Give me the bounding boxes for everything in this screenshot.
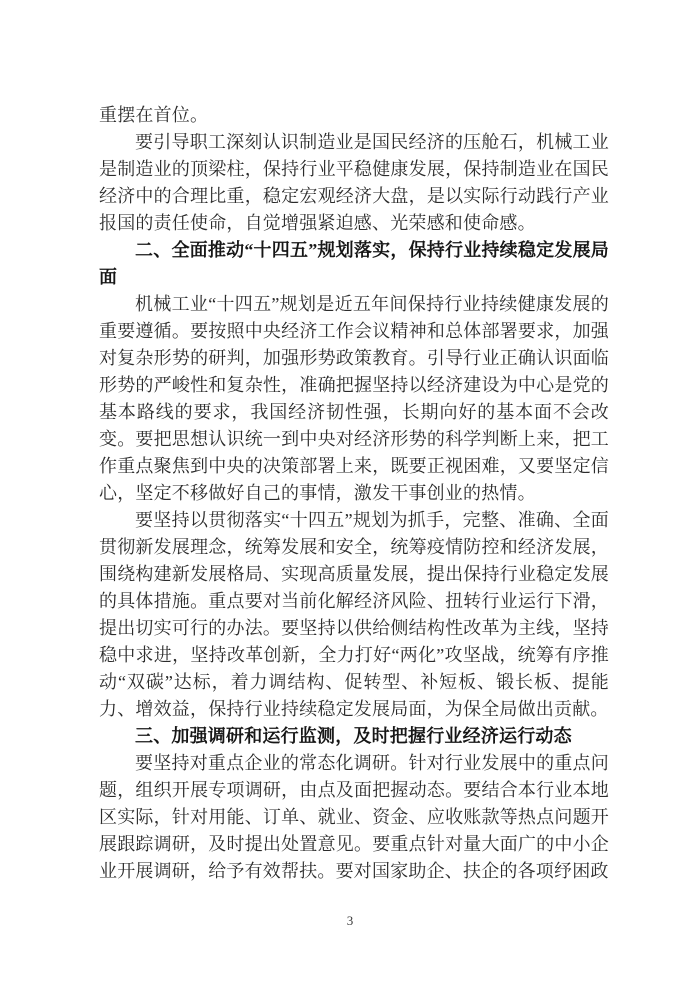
body-paragraph: 机械工业“十四五”规划是近五年间保持行业持续健康发展的重要遵循。要按照中央经济工作会议精神和总体部署要求，加强对复杂形势的研判，加强形势政策教育。引导行业正确认识面临形势的严峻性和复杂性，准确把握坚持以经济建设为中心是党的基本路线的要求，我国经济韧性强，长期向好的基本面不会改变。要把思想认识统一到中央对经济形势的科学判断上来，把工作重点聚焦到中央的决策部署上来，既要正视困难，又要坚定信心，坚定不移做好自己的事情，激发干事创业的热情。 bbox=[99, 294, 609, 503]
page-number: 3 bbox=[346, 913, 354, 928]
body-paragraph: 要坚持以贯彻落实“十四五”规划为抓手，完整、准确、全面贯彻新发展理念，统筹发展和安全，统筹疫情防控和经济发展，围绕构建新发展格局、实现高质量发展，提出保持行业稳定发展的具体措施。重点要对当前化解经济风险、扭转行业运行下滑，提出切实可行的办法。要坚持以供给侧结构性改革为主线，坚持稳中求进，坚持改革创新，全力打好“两化”攻坚战，统筹有序推动“双碳”达标，着力调结构、促转型、补短板、锻长板、提能力、增效益，保持行业持续稳定发展局面，为保全局做出贡献。 bbox=[99, 510, 609, 719]
document-body bbox=[99, 102, 609, 885]
body-paragraph: 要引导职工深刻认识制造业是国民经济的压舱石，机械工业是制造业的顶梁柱，保持行业平稳健康发展，保持制造业在国民经济中的合理比重，稳定宏观经济大盘，是以实际行动践行产业报国的责任使命，自觉增强紧迫感、光荣感和使命感。 bbox=[99, 132, 609, 233]
body-paragraph: 要坚持对重点企业的常态化调研。针对行业发展中的重点问题，组织开展专项调研，由点及面把握动态。要结合本行业本地区实际，针对用能、订单、就业、资金、应收账款等热点问题开展跟踪调研，及时提出处置意见。要重点针对量大面广的中小企业开展调研，给予有效帮扶。要对国家助企、扶企的各项纾困政 bbox=[99, 753, 609, 881]
section-heading: 三、加强调研和运行监测，及时把握行业经济运行动态 bbox=[135, 726, 572, 746]
body-paragraph: 重摆在首位。 bbox=[99, 105, 209, 125]
section-heading: 二、全面推动“十四五”规划落实，保持行业持续稳定发展局面 bbox=[99, 240, 609, 287]
